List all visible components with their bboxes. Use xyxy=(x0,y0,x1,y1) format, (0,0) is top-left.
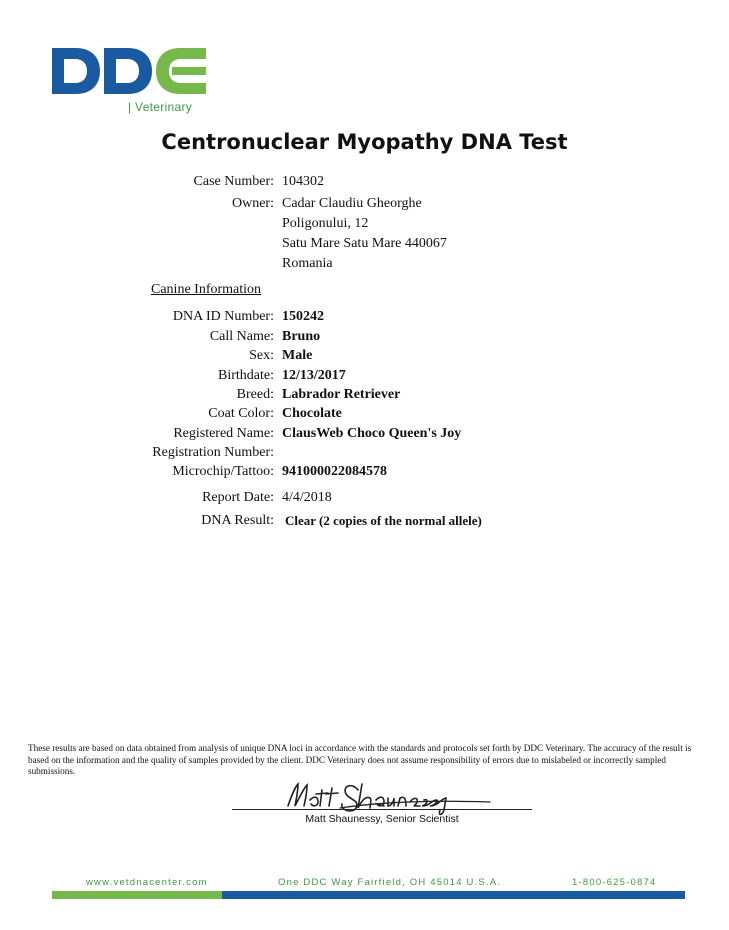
registration-number-label: Registration Number: xyxy=(152,445,274,460)
sex-value: Male xyxy=(282,348,313,363)
breed-value: Labrador Retriever xyxy=(282,387,401,402)
report-date-label: Report Date: xyxy=(202,490,274,505)
registered-name-value: ClausWeb Choco Queen's Joy xyxy=(282,426,462,441)
footer-website: www.vetdnacenter.com xyxy=(86,877,208,888)
microchip-value: 941000022084578 xyxy=(282,464,387,479)
dna-id-label: DNA ID Number: xyxy=(172,309,274,324)
logo-subtitle: | Veterinary xyxy=(128,100,193,114)
signatory-name: Matt Shaunessy, Senior Scientist xyxy=(305,813,459,825)
footer-phone: 1-800-625-0874 xyxy=(572,877,657,888)
document-title: Centronuclear Myopathy DNA Test xyxy=(161,130,568,154)
footer-bar-blue xyxy=(222,891,685,899)
breed-label: Breed: xyxy=(236,387,274,402)
microchip-label: Microchip/Tattoo: xyxy=(172,464,274,479)
signature-line xyxy=(232,809,532,810)
logo-letter-d1 xyxy=(52,48,100,94)
disclaimer-text: These results are based on data obtained from analysis of unique DNA loci in accordance with the standards and protocols set forth by DDC Veterinary. The accuracy of the result is based on the information and the quality of samples provided by the client. DDC Veterinary does not assume responsibility of errors due to mislabeled or incorrectly sampled submissions. xyxy=(28,743,692,776)
coat-color-label: Coat Color: xyxy=(208,406,274,421)
owner-street: Poligonului, 12 xyxy=(282,216,369,231)
sex-label: Sex: xyxy=(249,348,274,363)
case-number-label: Case Number: xyxy=(193,174,274,189)
registered-name-label: Registered Name: xyxy=(173,426,274,441)
footer-bar-green xyxy=(52,891,222,899)
owner-city: Satu Mare Satu Mare 440067 xyxy=(282,236,447,251)
call-name-label: Call Name: xyxy=(209,329,274,344)
report-date-value: 4/4/2018 xyxy=(282,490,332,505)
coat-color-value: Chocolate xyxy=(282,406,342,421)
footer-address: One DDC Way Fairfield, OH 45014 U.S.A. xyxy=(278,877,502,888)
logo-letter-d2 xyxy=(104,48,152,94)
dna-result-value: Clear (2 copies of the normal allele) xyxy=(285,513,482,528)
call-name-value: Bruno xyxy=(282,329,321,344)
birthdate-value: 12/13/2017 xyxy=(282,368,346,383)
case-number-value: 104302 xyxy=(282,174,324,189)
birthdate-label: Birthdate: xyxy=(218,368,274,383)
canine-information-heading: Canine Information xyxy=(151,282,262,297)
owner-name: Cadar Claudiu Gheorghe xyxy=(282,196,422,211)
owner-label: Owner: xyxy=(232,196,274,211)
owner-country: Romania xyxy=(282,256,333,271)
dna-id-value: 150242 xyxy=(282,309,324,324)
dna-result-label: DNA Result: xyxy=(201,513,274,528)
